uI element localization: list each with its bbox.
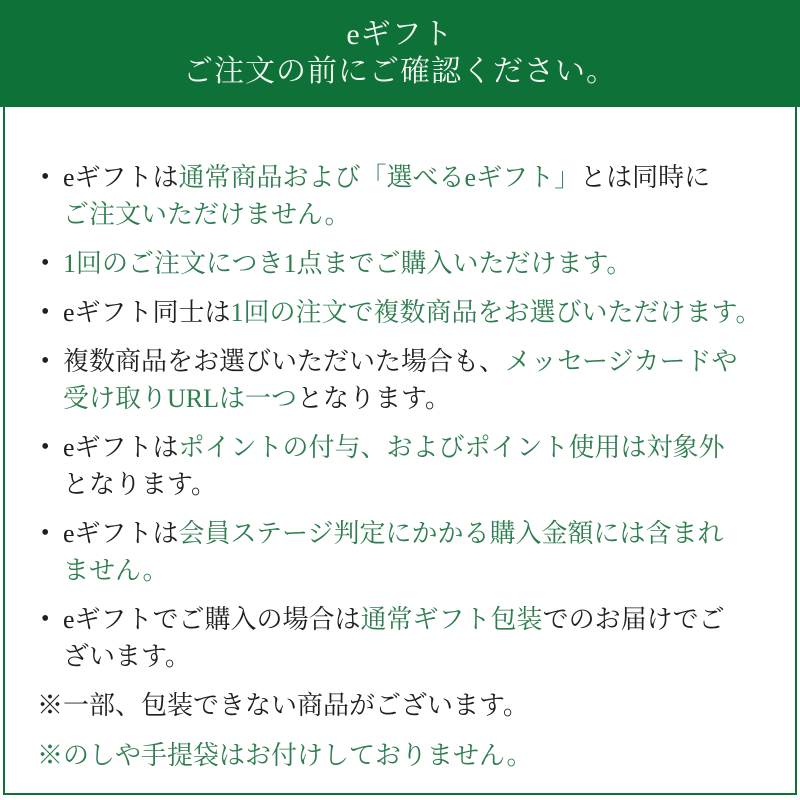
text-segment: eギフト同士は (63, 298, 231, 327)
page-title: eギフト (346, 17, 454, 51)
item-text (63, 601, 725, 675)
text-segment: eギフトは (63, 519, 179, 548)
list-item (35, 245, 771, 282)
bullet-icon: • (41, 606, 50, 632)
item-text (37, 687, 529, 725)
text-segment: でのお届けでご (542, 605, 725, 634)
item-text (63, 159, 710, 233)
page-subtitle: ご注文の前にご確認ください。 (183, 54, 617, 88)
header-banner (0, 0, 800, 107)
text-segment: ※一部、包装できない商品がございます。 (37, 691, 529, 720)
text-segment: 受け取りURLは一つ (63, 384, 298, 413)
item-text (63, 429, 725, 503)
notice-box (3, 107, 797, 795)
item-text (63, 245, 632, 282)
text-segment: ポイントの付与、およびポイント使用は対象外 (178, 433, 725, 462)
note-item (35, 687, 771, 725)
text-segment: とは同時に (580, 163, 711, 192)
list-item (35, 515, 771, 589)
text-segment: メッセージカードや (505, 347, 738, 376)
text-segment: 1回のご注文につき1点までご購入いただけます。 (63, 249, 633, 278)
text-segment: ご注文いただけません。 (63, 200, 351, 229)
text-segment: 通常ギフト包装 (360, 605, 543, 634)
bullet-icon: • (41, 434, 50, 460)
bullet-icon: • (41, 348, 50, 374)
text-segment: ざいます。 (63, 642, 191, 671)
item-text (63, 343, 737, 417)
text-segment: となります。 (63, 470, 217, 499)
text-segment: eギフトは (63, 433, 179, 462)
list-item (35, 429, 771, 503)
note-item (35, 737, 771, 775)
text-segment: 1回の注文で複数商品をお選びいただけます。 (230, 298, 762, 327)
notice-list (35, 159, 771, 775)
item-text (37, 737, 533, 775)
text-segment: 複数商品をお選びいただいた場合も、 (63, 347, 506, 376)
bullet-icon: • (41, 164, 50, 190)
bullet-icon: • (41, 520, 50, 546)
text-segment: 会員ステージ判定にかかる購入金額には含まれ (178, 519, 724, 548)
text-segment: ません。 (63, 556, 169, 585)
bullet-icon: • (41, 299, 50, 325)
list-item (35, 601, 771, 675)
text-segment: ※のしや手提袋はお付けしておりません。 (37, 741, 533, 770)
text-segment: となります。 (297, 384, 451, 413)
text-segment: eギフトは (63, 163, 179, 192)
list-item (35, 159, 771, 233)
list-item (35, 294, 771, 331)
item-text (63, 515, 724, 589)
list-item (35, 343, 771, 417)
item-text (63, 294, 761, 331)
text-segment: 通常商品および「選べるeギフト」 (178, 163, 581, 192)
bullet-icon: • (41, 250, 50, 276)
text-segment: eギフトでご購入の場合は (63, 605, 361, 634)
